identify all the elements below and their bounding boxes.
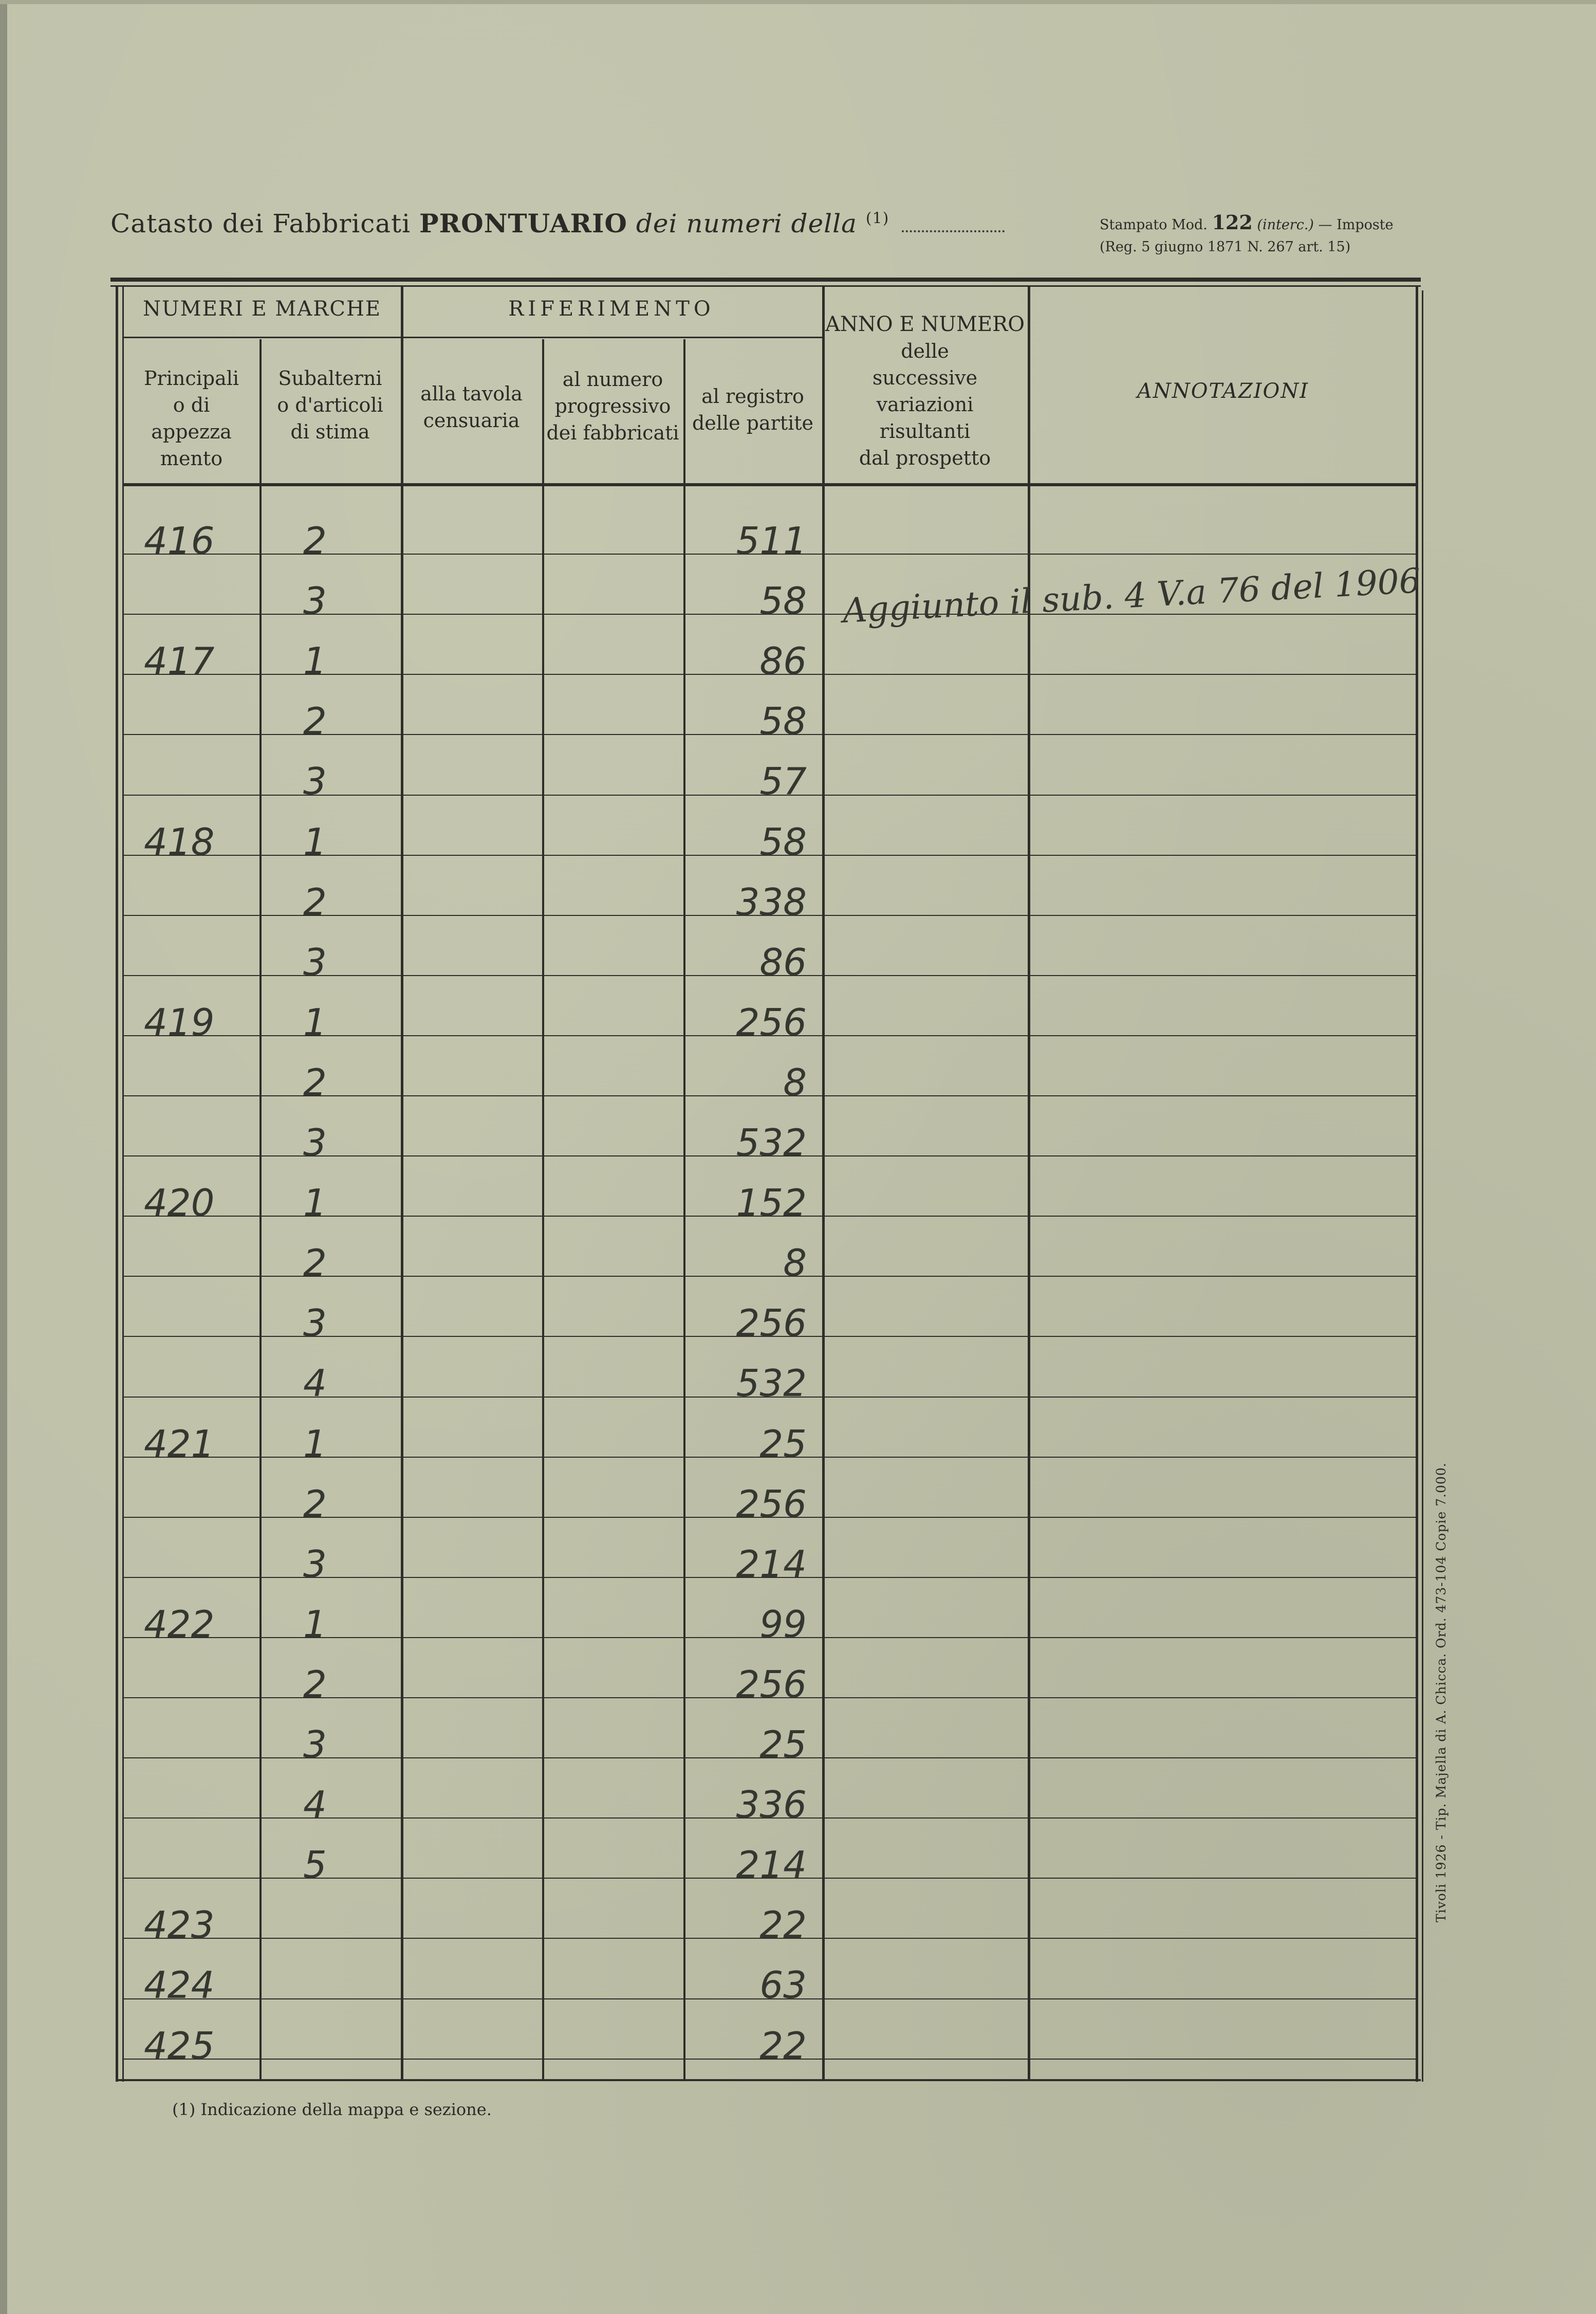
registro-value: 256 [736, 1482, 807, 1526]
subalterno-value: 5 [303, 1843, 327, 1886]
header-anno-line: risultanti [879, 420, 971, 443]
header-riferimento: RIFERIMENTO [508, 297, 715, 321]
header-principali-line: appezza mento [151, 420, 232, 470]
subalterno-value: 3 [303, 1301, 327, 1345]
registro-value: 152 [736, 1181, 807, 1224]
registro-value: 338 [736, 880, 807, 924]
registro-value: 214 [736, 1542, 807, 1586]
mod-number: 122 [1212, 211, 1253, 234]
subalterno-value: 2 [303, 1061, 327, 1104]
subalterno-value: 2 [303, 700, 327, 743]
registro-value: 256 [736, 1301, 807, 1345]
header-tavola-line: alla tavola [420, 382, 523, 405]
subalterno-value: 4 [303, 1783, 327, 1826]
header-anno-line: delle [901, 340, 949, 362]
registro-value: 99 [759, 1603, 807, 1646]
page-left-edge [0, 0, 7, 2314]
subalterno-value: 1 [303, 1181, 327, 1224]
principale-value: 417 [144, 639, 215, 683]
header-numero-line: dei fabbricati [546, 421, 679, 444]
header-principali-line: Principali [143, 367, 239, 390]
registro-value: 22 [759, 1903, 807, 1946]
subalterno-value: 4 [303, 1362, 327, 1405]
subalterno-value: 1 [303, 1603, 327, 1646]
header-registro-line: al registro [701, 385, 804, 408]
registro-value: 256 [736, 1001, 807, 1044]
table-top-rule-thin [110, 285, 1421, 287]
header-principali-line: o di [173, 394, 210, 416]
table-bottom-rule [116, 2079, 1421, 2081]
group-header-rule [122, 337, 822, 338]
registro-value: 25 [759, 1723, 807, 1766]
title-bold: PRONTUARIO [419, 208, 627, 238]
table-left-border [116, 285, 118, 2082]
subalterno-value: 2 [303, 880, 327, 924]
subalterno-value: 2 [303, 519, 327, 562]
mod-suffix: — Imposte [1318, 217, 1394, 233]
header-numeri-marche: NUMERI E MARCHE [142, 297, 382, 321]
header-annotazioni: ANNOTAZIONI [1137, 379, 1309, 403]
principale-value: 423 [144, 1903, 215, 1946]
subalterno-value: 2 [303, 1241, 327, 1284]
footnote: (1) Indicazione della mappa e sezione. [172, 2100, 492, 2119]
stampato-prefix: Stampato Mod. [1100, 217, 1208, 233]
header-registro-line: delle partite [692, 412, 813, 434]
header-anno-line: successive variazioni [872, 366, 978, 416]
header-tavola [401, 380, 542, 434]
registro-value: 532 [736, 1121, 807, 1164]
registro-value: 63 [759, 1963, 807, 2007]
subalterno-value: 1 [303, 1422, 327, 1465]
header-tavola-line: censuaria [423, 409, 520, 432]
title-dotted-blank [902, 230, 1005, 232]
header-anno-line: dal prospetto [859, 447, 991, 469]
table-top-rule [110, 278, 1421, 282]
regulation-label: (Reg. 5 giugno 1871 N. 267 art. 15) [1100, 239, 1351, 255]
registro-value: 58 [759, 579, 807, 622]
subalterno-value: 3 [303, 1542, 327, 1586]
header-anno-numero [822, 311, 1028, 471]
principale-value: 419 [144, 1001, 215, 1044]
principale-value: 421 [144, 1422, 215, 1465]
table-right-border [1416, 285, 1418, 2082]
header-numero-line: progressivo [554, 395, 671, 417]
header-registro [683, 383, 822, 436]
principale-value: 420 [144, 1181, 215, 1224]
registro-value: 532 [736, 1362, 807, 1405]
principale-value: 422 [144, 1603, 215, 1646]
printer-credit: Tivoli 1926 - Tip. Majella di A. Chicca. Ord. 473-104 Copie 7.000. [1434, 1462, 1449, 1922]
principale-value: 416 [144, 519, 215, 562]
table-left-border-inner [122, 285, 124, 2082]
principale-value: 418 [144, 820, 215, 864]
header-numero-line: al numero [562, 368, 663, 391]
mod-note: (interc.) [1257, 217, 1314, 233]
header-numero [542, 366, 683, 446]
annotation-handwritten: Aggiunto il sub. 4 V.a 76 del 1906 [841, 561, 1422, 631]
header-anno-line: ANNO E NUMERO [825, 313, 1025, 336]
form-model-label [1100, 211, 1394, 234]
registro-value: 256 [736, 1663, 807, 1706]
page-top-edge [0, 0, 1596, 4]
subalterno-value: 2 [303, 1482, 327, 1526]
subalterno-value: 3 [303, 1723, 327, 1766]
title-footnote-mark: (1) [865, 209, 889, 228]
header-subalterni-line: o d'articoli [277, 394, 383, 416]
registro-value: 511 [736, 519, 807, 562]
subalterno-value: 3 [303, 1121, 327, 1164]
registro-value: 22 [759, 2024, 807, 2067]
subalterno-value: 2 [303, 1663, 327, 1706]
subalterno-value: 1 [303, 639, 327, 683]
title-italic: dei numeri della [636, 209, 857, 238]
table-right-border-outer [1422, 290, 1423, 2082]
subalterno-value: 3 [303, 760, 327, 803]
principale-value: 424 [144, 1963, 215, 2007]
header-bottom-rule [122, 483, 1417, 486]
registro-value: 86 [759, 639, 807, 683]
subalterno-value: 3 [303, 579, 327, 622]
registro-value: 336 [736, 1783, 807, 1826]
page-title [110, 208, 1005, 238]
subalterno-value: 3 [303, 941, 327, 984]
subalterno-value: 1 [303, 1001, 327, 1044]
principale-value: 425 [144, 2024, 215, 2067]
registro-value: 57 [759, 760, 807, 803]
header-subalterni [259, 365, 401, 445]
registro-value: 86 [759, 941, 807, 984]
registro-value: 8 [783, 1061, 807, 1104]
header-subalterni-line: Subalterni [278, 367, 382, 390]
registro-value: 58 [759, 700, 807, 743]
registro-value: 214 [736, 1843, 807, 1886]
header-subalterni-line: di stima [290, 420, 370, 443]
registro-value: 58 [759, 820, 807, 864]
registro-value: 8 [783, 1241, 807, 1284]
registro-value: 25 [759, 1422, 807, 1465]
title-prefix: Catasto dei Fabbricati [110, 209, 411, 238]
header-principali [123, 365, 259, 472]
subalterno-value: 1 [303, 820, 327, 864]
